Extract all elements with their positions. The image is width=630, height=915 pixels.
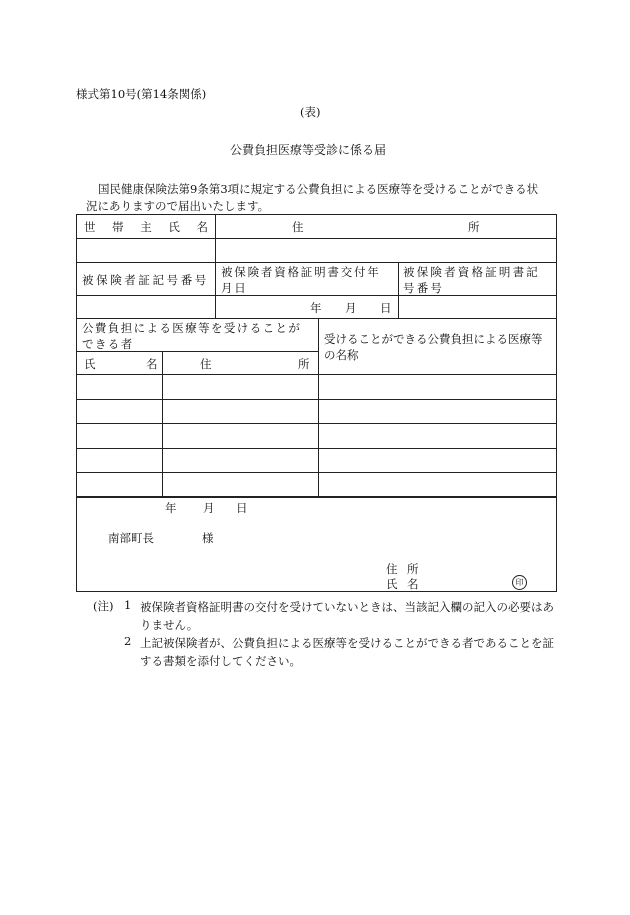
address-label-end: 所 xyxy=(468,220,480,234)
form-side-label: (表) xyxy=(300,105,321,119)
eligible-address-label-start: 住 xyxy=(200,357,212,371)
submit-day-label: 日 xyxy=(236,501,248,515)
table-line xyxy=(215,214,216,318)
submit-month-label: 月 xyxy=(203,501,215,515)
eligible-address-label-end: 所 xyxy=(298,357,310,371)
name-column-label-end: 名 xyxy=(146,357,158,371)
notes-label: (注) xyxy=(93,599,114,613)
eligible-persons-label-1: 公費負担による医療等を受けることが xyxy=(82,321,302,335)
honorific-label: 様 xyxy=(202,531,214,545)
table-line xyxy=(76,448,556,449)
note-text: 被保険者資格証明書の交付を受けていないときは、当該記入欄の記入の必要はありません。 xyxy=(140,600,554,632)
table-line xyxy=(76,423,556,424)
cert-issue-date-label-2: 月日 xyxy=(221,281,248,295)
table-line xyxy=(398,262,399,318)
householder-name-label xyxy=(84,219,208,235)
table-line xyxy=(318,318,319,497)
eligible-persons-label-2: できる者 xyxy=(82,337,134,351)
table-line xyxy=(76,472,556,473)
cert-issue-date-label-1: 被保険者資格証明書交付年 xyxy=(221,265,381,279)
note-number: 1 xyxy=(124,598,132,612)
note-text: 上記被保険者が、公費負担による医療等を受けることができる者であることを証する書類を添付してください。 xyxy=(140,636,554,668)
submit-year-label: 年 xyxy=(165,501,177,515)
note-number: 2 xyxy=(124,634,132,648)
label-char: 氏 xyxy=(168,220,180,234)
date-month-label: 月 xyxy=(345,301,357,315)
cert-number-label-2: 号番号 xyxy=(403,281,445,295)
intro-line-1: 国民健康保険法第9条第3項に規定する公費負担による医療等を受けることができる状 xyxy=(98,182,539,196)
table-line xyxy=(76,591,556,592)
label-char: 世 xyxy=(84,220,96,234)
table-line xyxy=(76,214,556,215)
table-line xyxy=(76,238,556,239)
applicant-name-label-start: 氏 xyxy=(386,577,398,591)
insured-number-label: 被保険者証記号番号 xyxy=(82,273,209,287)
table-line xyxy=(76,496,556,498)
label-char: 主 xyxy=(140,220,152,234)
intro-line-2: 況にありますので届出いたします。 xyxy=(86,199,270,213)
date-year-label: 年 xyxy=(310,301,322,315)
form-title: 公費負担医療等受診に係る届 xyxy=(230,143,387,157)
seal-mark-icon: 印 xyxy=(512,575,527,590)
table-line xyxy=(76,295,556,296)
applicant-name-label-end: 名 xyxy=(407,577,419,591)
program-name-label-1: 受けることができる公費負担による医療等 xyxy=(324,332,543,346)
applicant-address-label-start: 住 xyxy=(386,562,398,576)
address-label-start: 住 xyxy=(292,220,304,234)
cert-number-label-1: 被保険者資格証明書記 xyxy=(403,265,540,279)
table-line xyxy=(162,351,163,497)
recipient-label: 南部町長 xyxy=(108,531,154,545)
table-line xyxy=(556,214,557,592)
program-name-label-2: の名称 xyxy=(324,348,359,362)
label-char: 帯 xyxy=(112,220,124,234)
table-line xyxy=(76,318,556,319)
table-line xyxy=(76,399,556,400)
applicant-address-label-end: 所 xyxy=(407,562,419,576)
date-day-label: 日 xyxy=(380,301,392,315)
table-line xyxy=(76,374,556,375)
table-line xyxy=(76,214,77,592)
name-column-label-start: 氏 xyxy=(84,357,96,371)
form-number: 様式第10号(第14条関係) xyxy=(76,87,207,101)
table-line xyxy=(76,262,556,263)
label-char: 名 xyxy=(196,220,208,234)
